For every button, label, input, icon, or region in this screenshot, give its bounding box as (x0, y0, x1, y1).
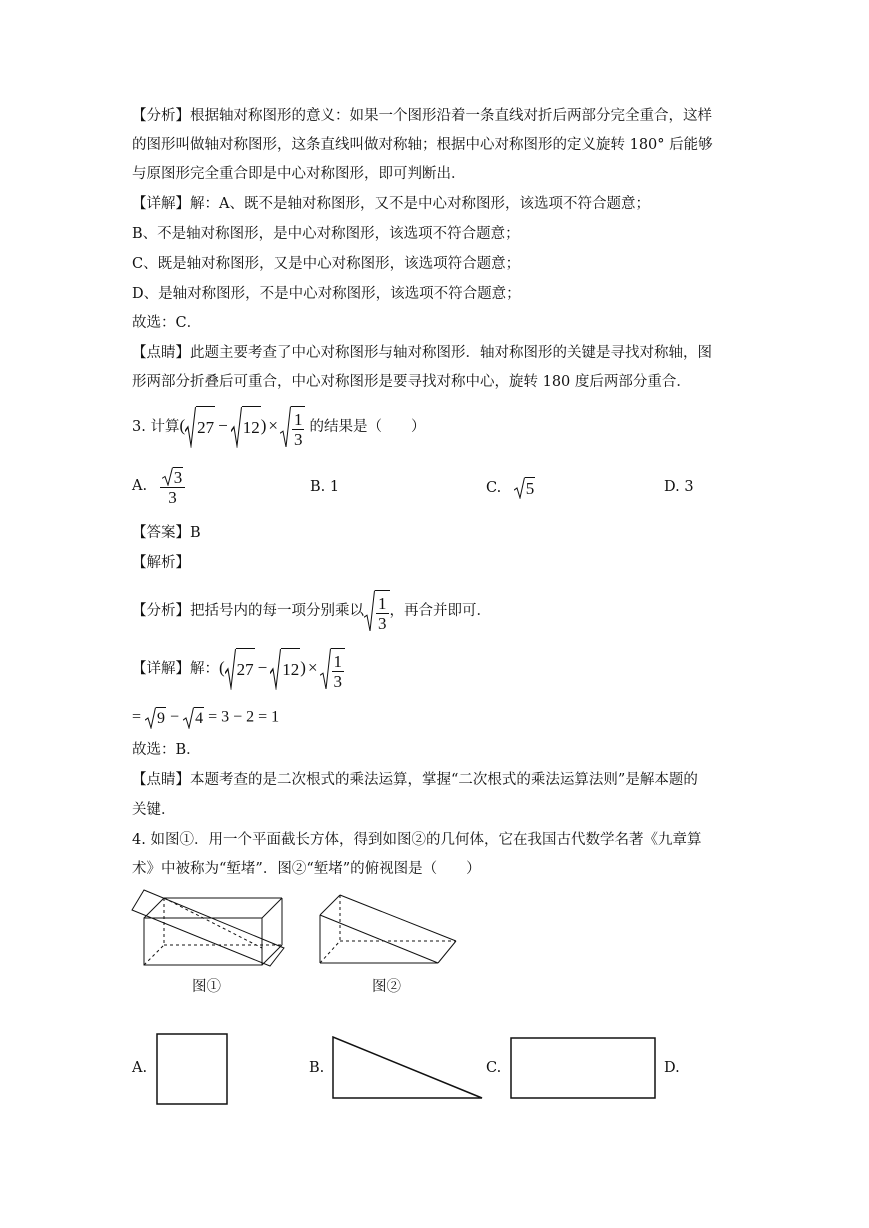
q4-option-b-label: B. (309, 1060, 325, 1076)
q3-detail: 【详解】解：( 27 − 12) × $\frac{1}{3}$ (132, 648, 345, 690)
option-a: A. $\frac{3}{3}$ (132, 466, 185, 506)
q3-comment-line-1: 【点睛】本题考查的是二次根式的乘法运算，掌握“二次根式的乘法运算法则”是解本题的 (132, 772, 698, 788)
q4-option-a-label: A. (132, 1060, 148, 1076)
q3-times: × (268, 416, 278, 435)
detail-line-2: B、不是轴对称图形，是中心对称图形，该选项不符合题意； (132, 226, 520, 242)
sqrt-12: 12 (231, 406, 261, 448)
question-4-line-2: 术》中被称为“堑堵”．图②“堑堵”的俯视图是（ ） (132, 861, 481, 877)
figure-1-label: 图① (192, 979, 221, 995)
option-d: D. 3 (664, 479, 694, 495)
figure-2-qiandu (318, 893, 458, 973)
sqrt-27: 27 (185, 406, 215, 448)
analysis-line-2: 的图形叫做轴对称图形，这条直线叫做对称轴；根据中心对称图形的定义旋转 180° 后能够 (132, 137, 713, 153)
q3-rparen: ) (260, 416, 267, 435)
sqrt-one-third: $\frac{1}{3}$ (280, 406, 306, 448)
q3-calc: = 9 − 4 = 3 − 2 = 1 (132, 708, 280, 727)
q4-option-d-label: D. (664, 1060, 680, 1076)
analysis-line-3: 与原图形完全重合即是中心对称图形，即可判断出． (132, 166, 466, 182)
analysis-line-1: 【分析】根据轴对称图形的意义：如果一个图形沿着一条直线对折后两部分完全重合，这样 (132, 108, 712, 124)
comment-line-2: 形两部分折叠后可重合，中心对称图形是要寻找对称中心，旋转 180 度后两部分重合． (132, 374, 691, 390)
question-3-prefix: 3. 计算 (132, 419, 180, 435)
option-c: C. 5 (486, 479, 535, 498)
q3-analysis: 【分析】把括号内的每一项分别乘以 $\frac{1}{3}$ ，再合并即可． (132, 590, 491, 632)
detail-line-3: C、既是轴对称图形，又是中心对称图形，该选项符合题意； (132, 256, 521, 272)
sqrt-27-detail: 27 (225, 648, 255, 690)
q4-option-c-rectangle (510, 1037, 656, 1099)
sqrt-3: 3 (162, 467, 184, 486)
answer: 【答案】B (132, 525, 201, 541)
q3-comment-line-2: 关键． (132, 802, 176, 818)
question-3 (132, 406, 425, 448)
q4-option-a-square (156, 1033, 228, 1105)
sqrt-one-third-detail: $\frac{1}{3}$ (320, 648, 346, 690)
jiexi: 【解析】 (132, 555, 190, 571)
sqrt-4: 4 (183, 707, 204, 729)
sqrt-9: 9 (145, 707, 166, 729)
q3-minus: − (218, 416, 228, 435)
figure-1-cuboid (130, 888, 290, 968)
q4-option-c-label: C. (486, 1060, 502, 1076)
option-a-fraction: $\frac{3}{3}$ (160, 466, 186, 506)
question-3-suffix: 的结果是（ ） (309, 419, 426, 435)
detail-line-1: 【详解】解：A、既不是轴对称图形，又不是中心对称图形，该选项不符合题意； (132, 196, 650, 212)
sqrt-one-third-analysis: $\frac{1}{3}$ (364, 590, 390, 632)
q3-lparen: ( (179, 416, 186, 435)
sqrt-12-detail: 12 (270, 648, 300, 690)
comment-line-1: 【点睛】此题主要考查了中心对称图形与轴对称图形．轴对称图形的关键是寻找对称轴，图 (132, 345, 712, 361)
q3-choice: 故选：B． (132, 742, 201, 758)
q4-option-b-triangle (332, 1036, 484, 1100)
option-b: B. 1 (310, 479, 340, 495)
detail-choice: 故选：C． (132, 315, 202, 331)
sqrt-5: 5 (514, 477, 536, 499)
detail-line-4: D、是轴对称图形，不是中心对称图形，该选项不符合题意； (132, 286, 521, 302)
question-4-line-1: 4. 如图①．用一个平面截长方体，得到如图②的几何体，它在我国古代数学名著《九章算 (132, 832, 702, 848)
figure-2-label: 图② (372, 979, 401, 995)
